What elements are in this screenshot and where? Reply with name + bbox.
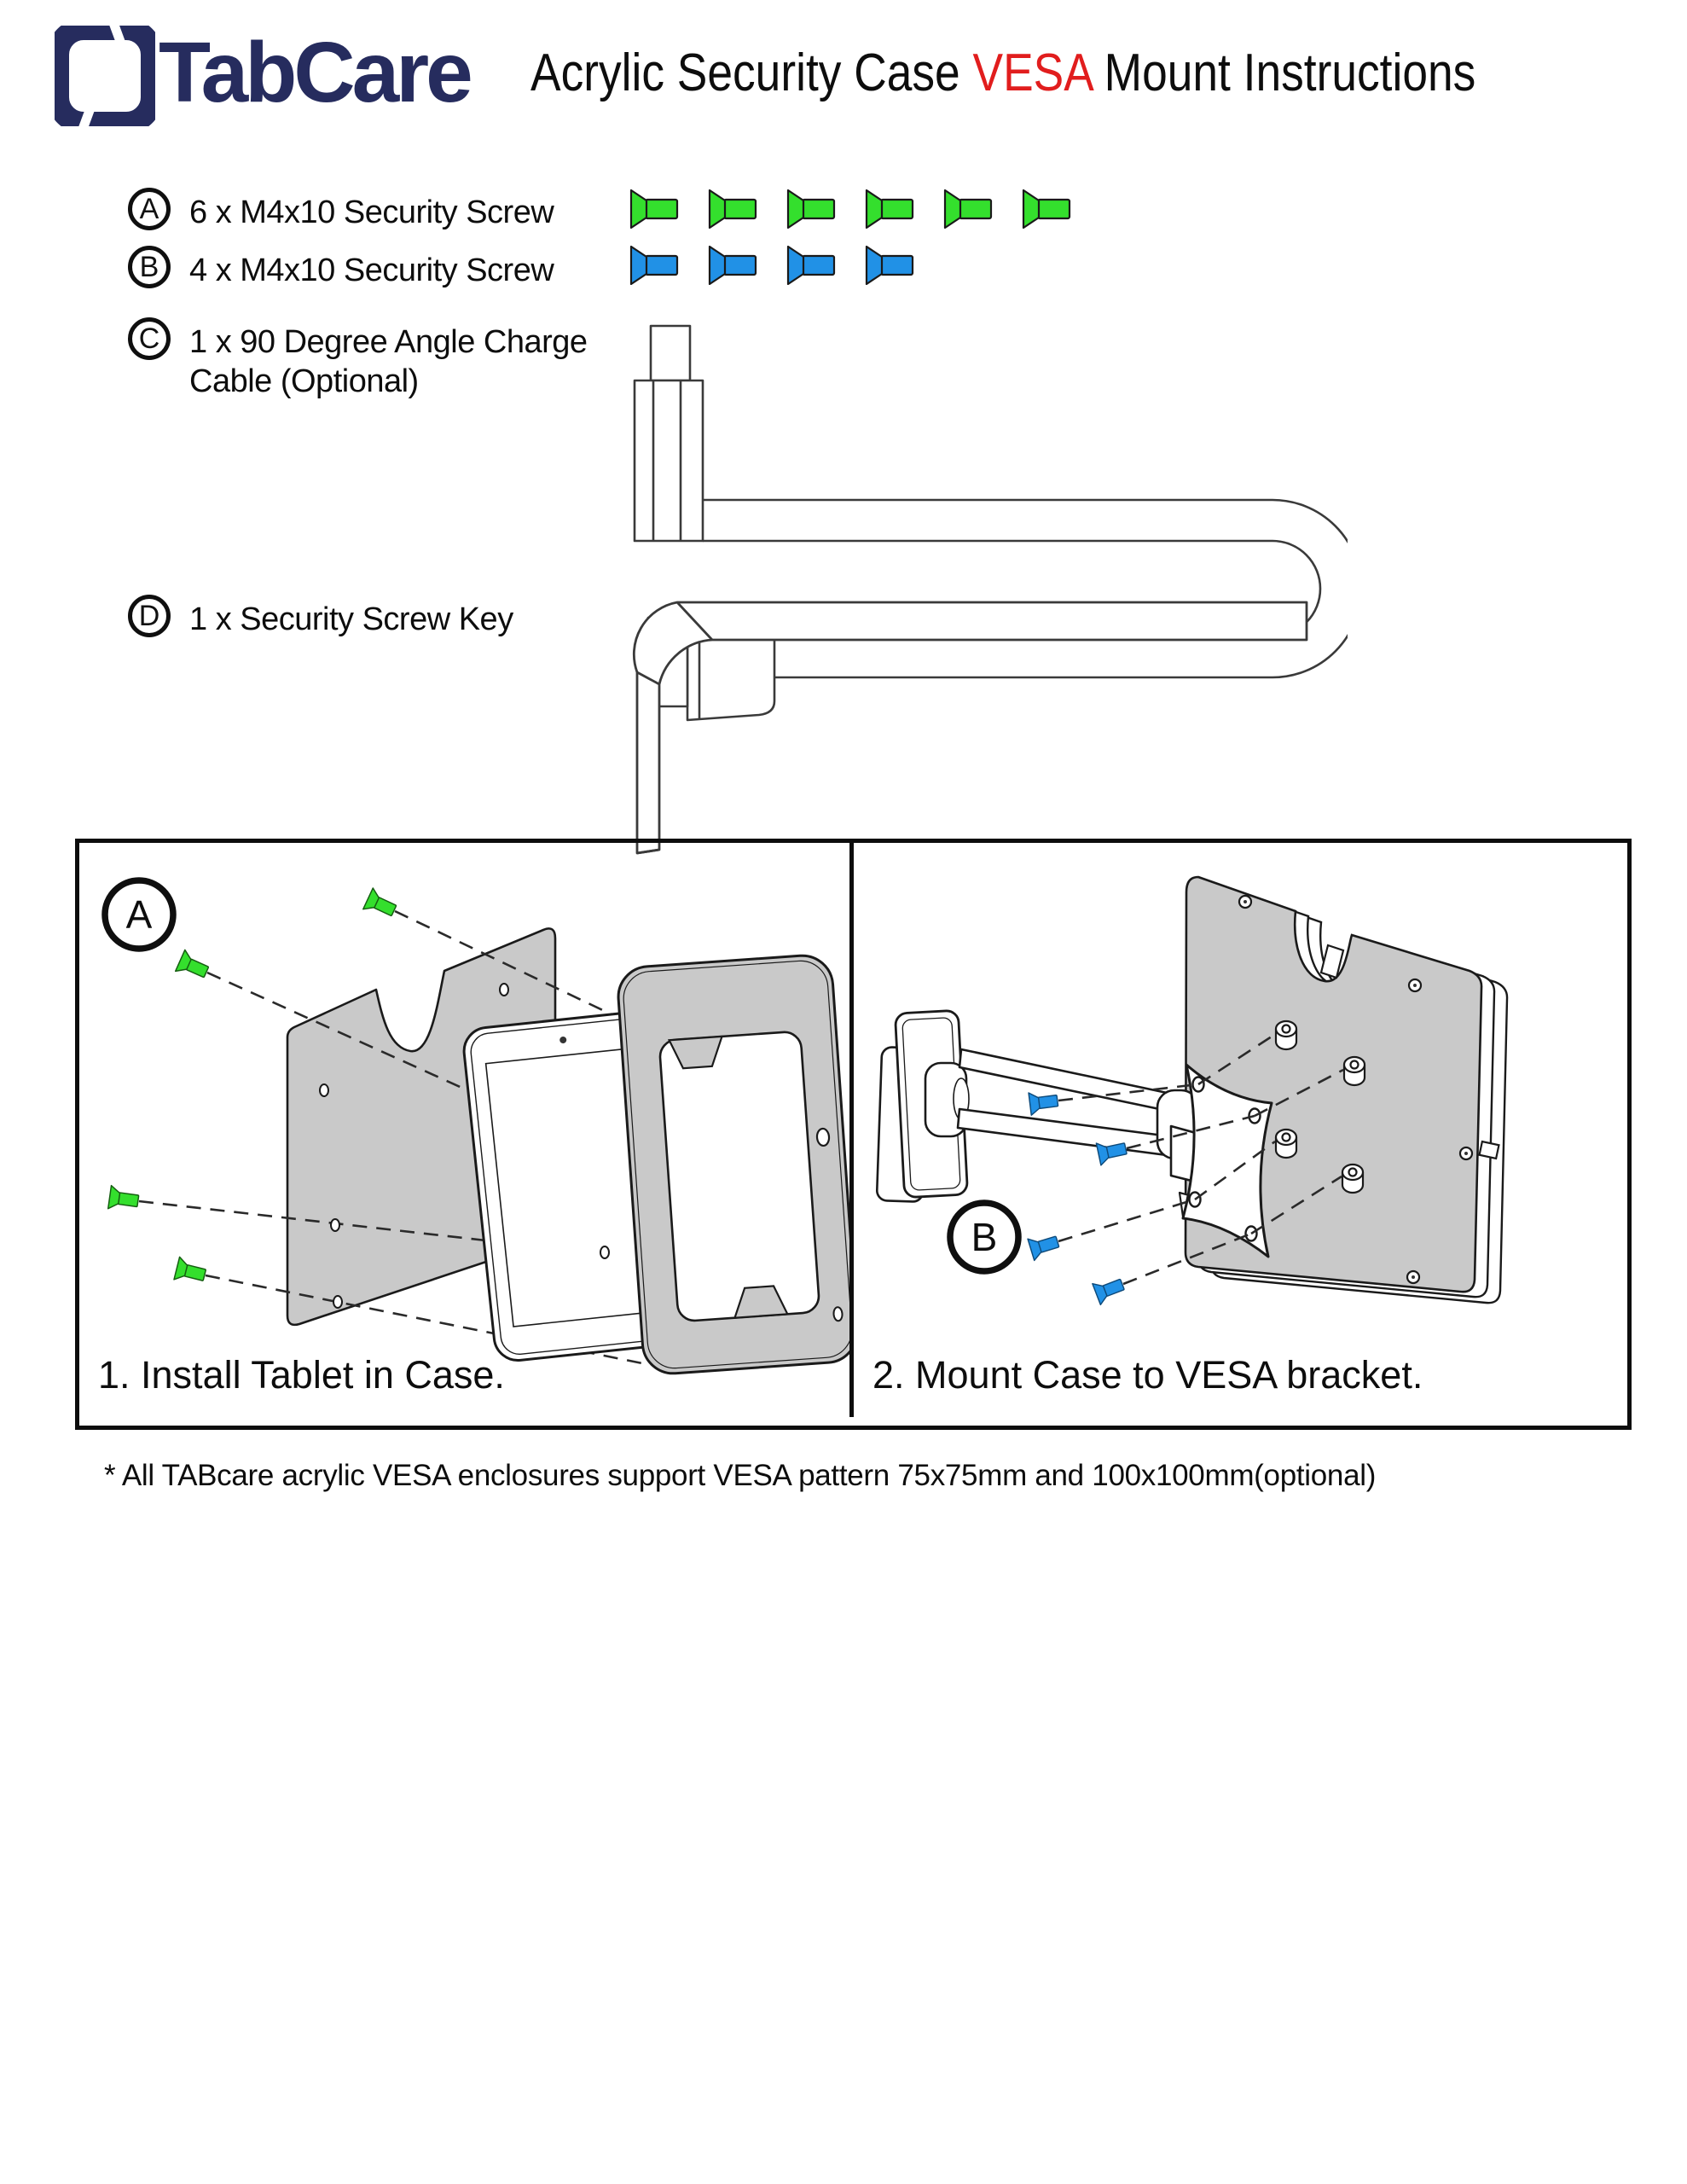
security-screw-icon: [108, 1186, 140, 1213]
part-a-letter: A: [139, 192, 159, 225]
step2-caption: 2. Mount Case to VESA bracket.: [872, 1353, 1423, 1397]
security-screw-icon: [629, 246, 679, 285]
step1-caption: 1. Install Tablet in Case.: [98, 1353, 505, 1397]
security-screw-icon: [865, 189, 914, 229]
part-b-label: 4 x M4x10 Security Screw: [189, 253, 554, 288]
case-frame-drawing: [617, 954, 849, 1375]
security-screw-icon: [943, 189, 993, 229]
part-d-label: 1 x Security Screw Key: [189, 601, 513, 637]
part-c-badge: [128, 317, 171, 360]
security-screw-icon: [176, 950, 212, 983]
security-screw-icon: [1028, 1231, 1061, 1261]
step2-letter: B: [971, 1215, 998, 1259]
security-screw-icon: [1022, 189, 1071, 229]
security-screw-icon: [363, 888, 399, 921]
part-a-badge: [128, 188, 171, 230]
security-screw-icon: [1093, 1274, 1127, 1304]
security-screw-icon: [865, 246, 914, 285]
page-title: [530, 38, 1475, 109]
security-screw-icon: [174, 1257, 207, 1287]
step2-panel: [854, 843, 1619, 1417]
security-screw-icon: [786, 246, 836, 285]
step1-panel: [79, 843, 849, 1417]
part-a-screws: [629, 189, 1071, 229]
title-highlight: VESA: [972, 44, 1092, 102]
title-prefix: Acrylic Security Case: [530, 44, 973, 102]
security-screw-icon: [708, 246, 757, 285]
instruction-steps-box: [75, 839, 1632, 1430]
vesa-arm-drawing: [877, 1010, 1239, 1228]
security-key-icon: [631, 589, 1322, 863]
security-screw-icon: [786, 189, 836, 229]
title-suffix: Mount Instructions: [1091, 44, 1476, 102]
part-b-badge: [128, 246, 171, 288]
part-a-label: 6 x M4x10 Security Screw: [189, 195, 554, 230]
security-screw-icon: [629, 189, 679, 229]
part-d-badge: [128, 595, 171, 637]
vesa-pattern-footnote: * All TABcare acrylic VESA enclosures support VESA pattern 75x75mm and 100x100mm(optional): [104, 1459, 1377, 1492]
brand-name: TabCare: [159, 25, 470, 120]
part-d-letter: D: [138, 599, 160, 632]
security-screw-icon: [708, 189, 757, 229]
step2-illustration: [854, 843, 1619, 1417]
step1-letter: A: [125, 892, 153, 937]
part-b-screws: [629, 246, 914, 285]
part-c-label: 1 x 90 Degree Angle Charge Cable (Optional): [189, 324, 588, 399]
security-screw-icon: [1029, 1089, 1058, 1115]
tabcare-logo-icon: [55, 26, 155, 126]
part-c-letter: C: [138, 322, 160, 355]
step1-illustration: [79, 843, 849, 1417]
part-b-letter: B: [139, 250, 159, 283]
